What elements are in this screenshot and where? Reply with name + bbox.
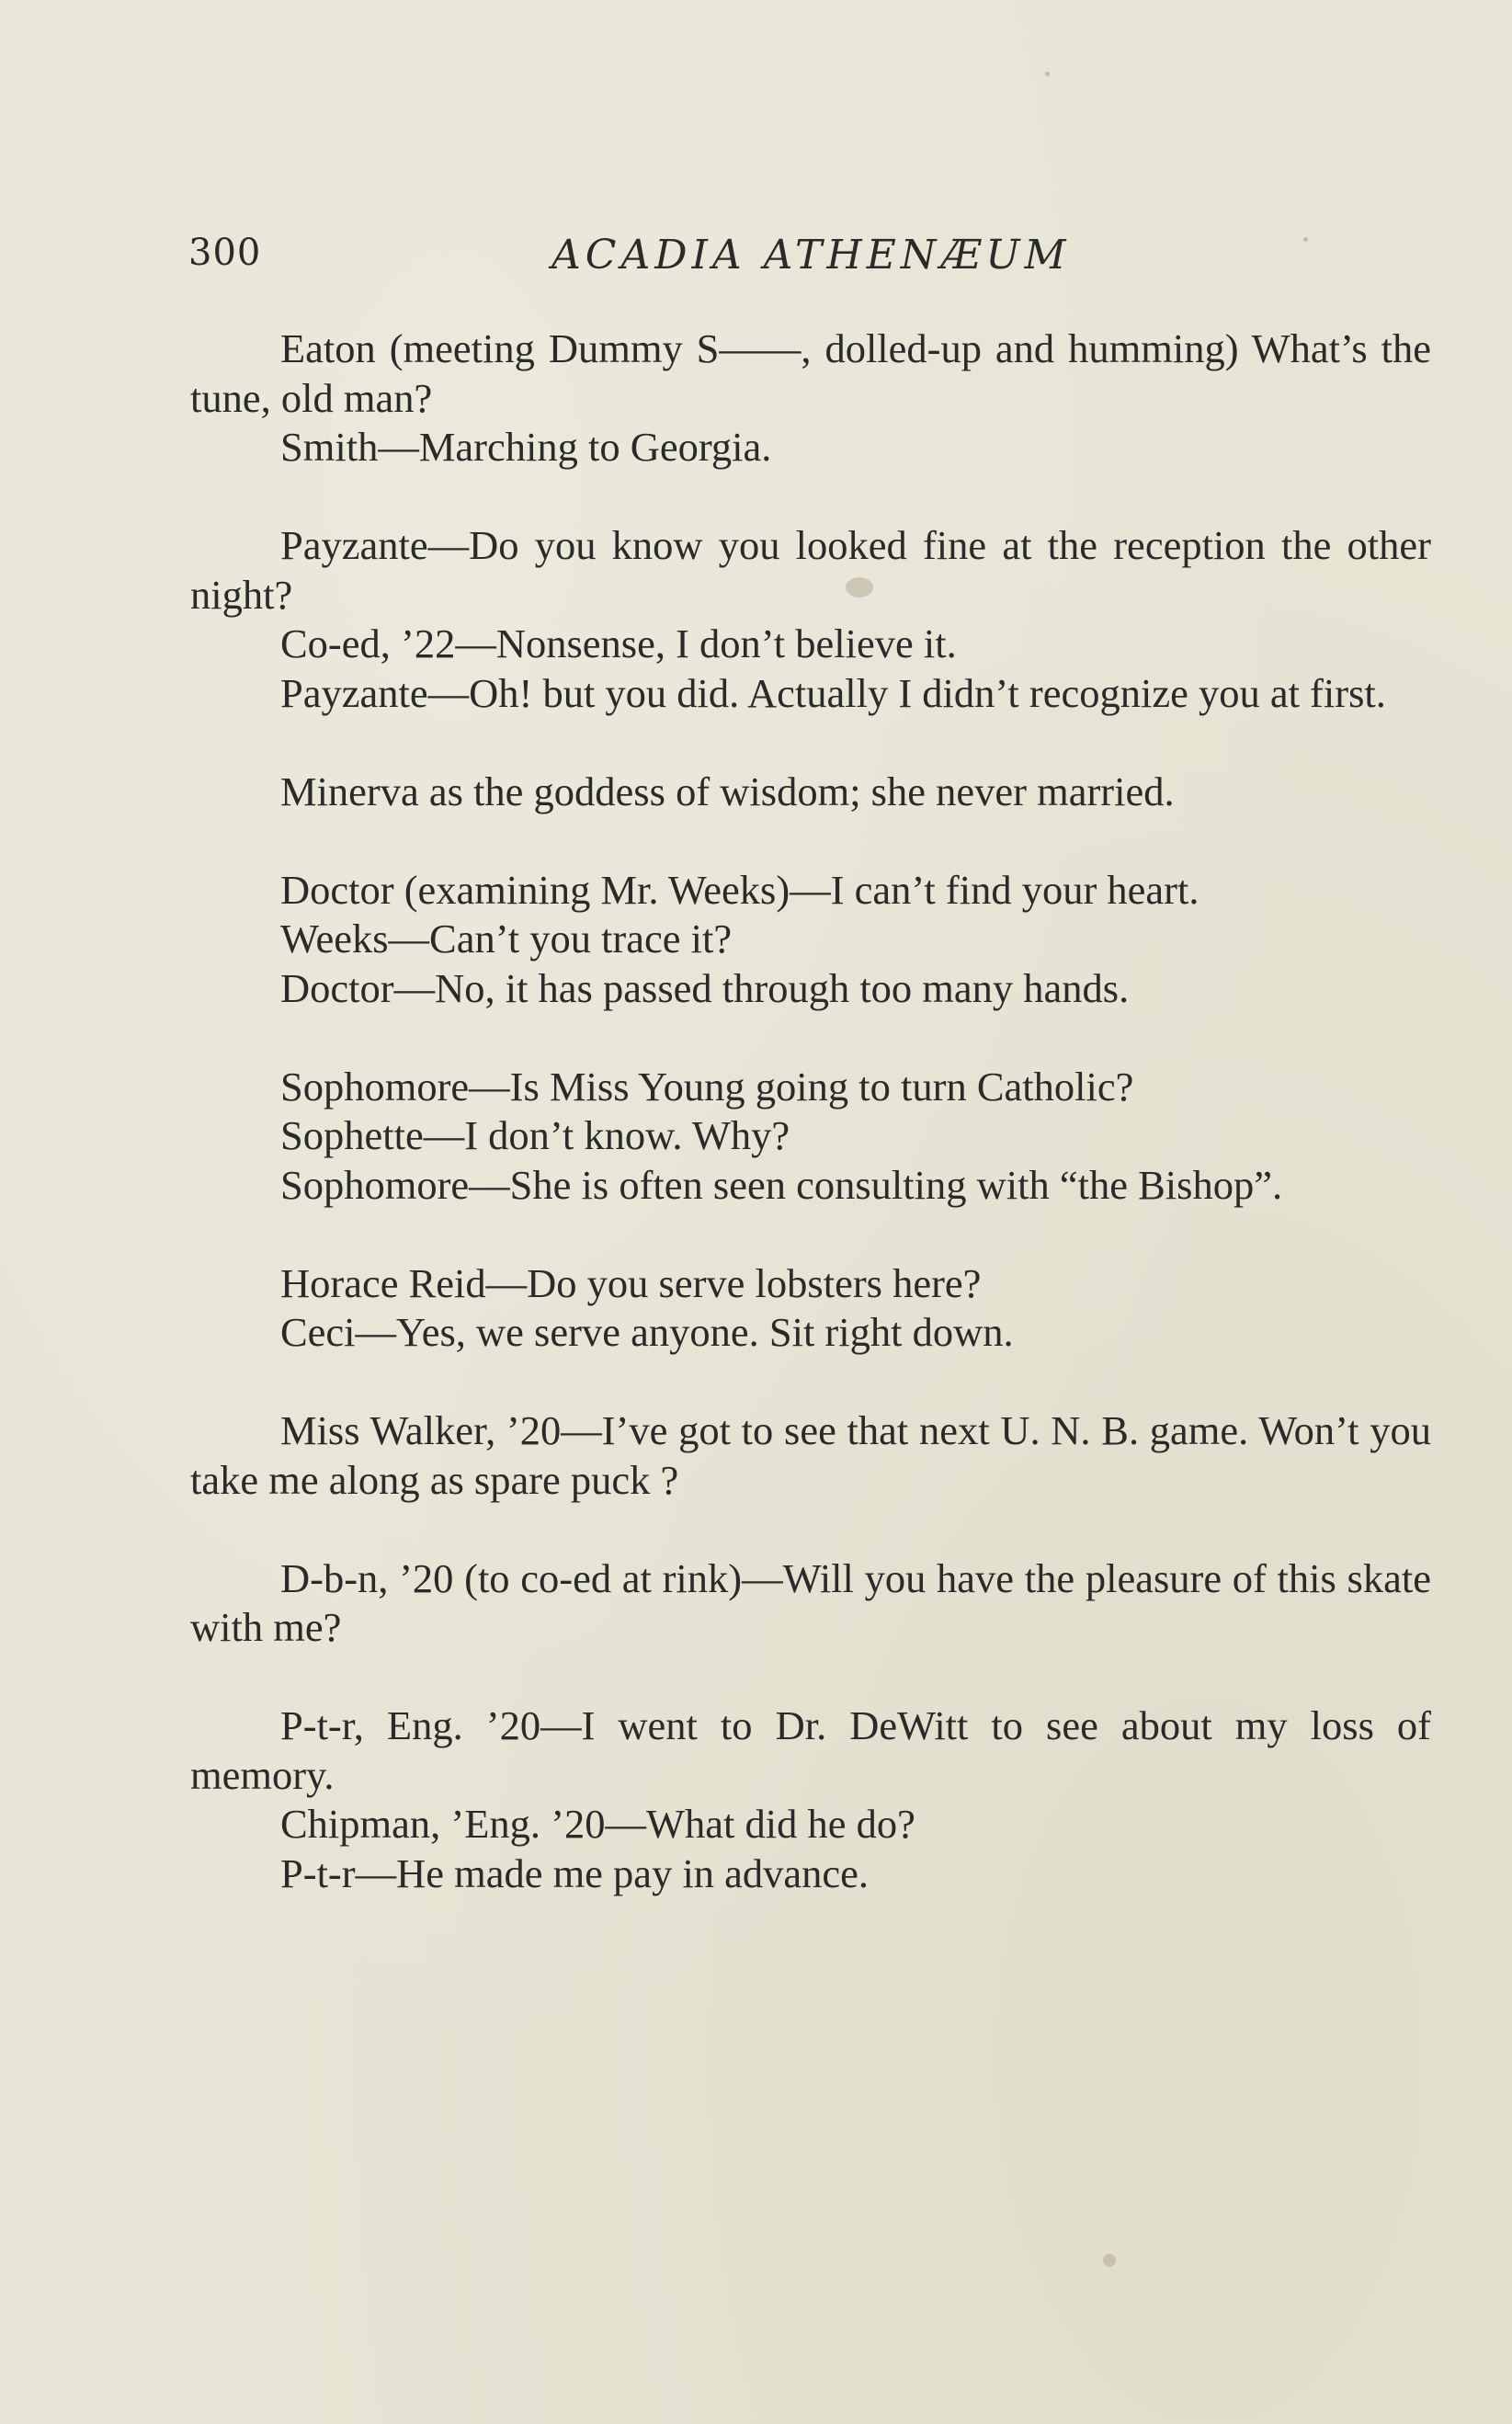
joke-block [190, 768, 1431, 817]
running-title: ACADIA ATHENÆUM [551, 232, 1071, 279]
joke-line: Minerva as the goddess of wisdom; she never married. [280, 768, 1175, 814]
joke-line: Chipman, ’Eng. ’20—What did he do? [280, 1801, 915, 1847]
joke-block [190, 1259, 1431, 1358]
joke-block [190, 1554, 1431, 1653]
joke-line: Sophomore—She is often seen consulting with “the Bishop”. [280, 1161, 1283, 1208]
joke-line: Doctor—No, it has passed through too many hands. [280, 964, 1130, 1011]
joke-line: Sophomore—Is Miss Young going to turn Catholic? [280, 1063, 1134, 1110]
joke-block [190, 866, 1431, 1014]
joke-line: Payzante—Do you know you looked fine at the reception the other night? [190, 522, 1431, 618]
joke-line: Co-ed, ’22—Nonsense, I don’t believe it. [280, 620, 957, 666]
joke-line: P-t-r, Eng. ’20—I went to Dr. DeWitt to see about my loss of memory. [190, 1702, 1431, 1798]
joke-line: Ceci—Yes, we serve anyone. Sit right down. [280, 1309, 1014, 1355]
joke-line: Horace Reid—Do you serve lobsters here? [280, 1259, 982, 1306]
joke-block [190, 324, 1431, 472]
joke-line: Eaton (meeting Dummy S——, dolled-up and humming) What’s the tune, old man? [190, 325, 1431, 421]
joke-line: Doctor (examining Mr. Weeks)—I can’t find your heart. [280, 866, 1199, 913]
joke-line: Smith—Marching to Georgia. [280, 424, 772, 470]
page-number: 300 [188, 232, 262, 274]
joke-line: P-t-r—He made me pay in advance. [280, 1849, 870, 1896]
joke-line: Payzante—Oh! but you did. Actually I didn’t recognize you at first. [280, 669, 1386, 716]
paper-speck [1103, 2254, 1116, 2267]
paper-speck [1045, 72, 1050, 76]
joke-line: D-b-n, ’20 (to co-ed at rink)—Will you have the pleasure of this skate with me? [190, 1554, 1431, 1650]
joke-block [190, 1701, 1431, 1898]
joke-block [190, 1406, 1431, 1505]
jokes-column [190, 324, 1431, 1948]
joke-block [190, 521, 1431, 718]
joke-line: Sophette—I don’t know. Why? [280, 1112, 790, 1158]
joke-block [190, 1063, 1431, 1211]
joke-line: Miss Walker, ’20—I’ve got to see that next U. N. B. game. Won’t you take me along as spare puck ? [190, 1407, 1431, 1503]
joke-line: Weeks—Can’t you trace it? [280, 916, 733, 962]
running-header [188, 232, 1429, 278]
